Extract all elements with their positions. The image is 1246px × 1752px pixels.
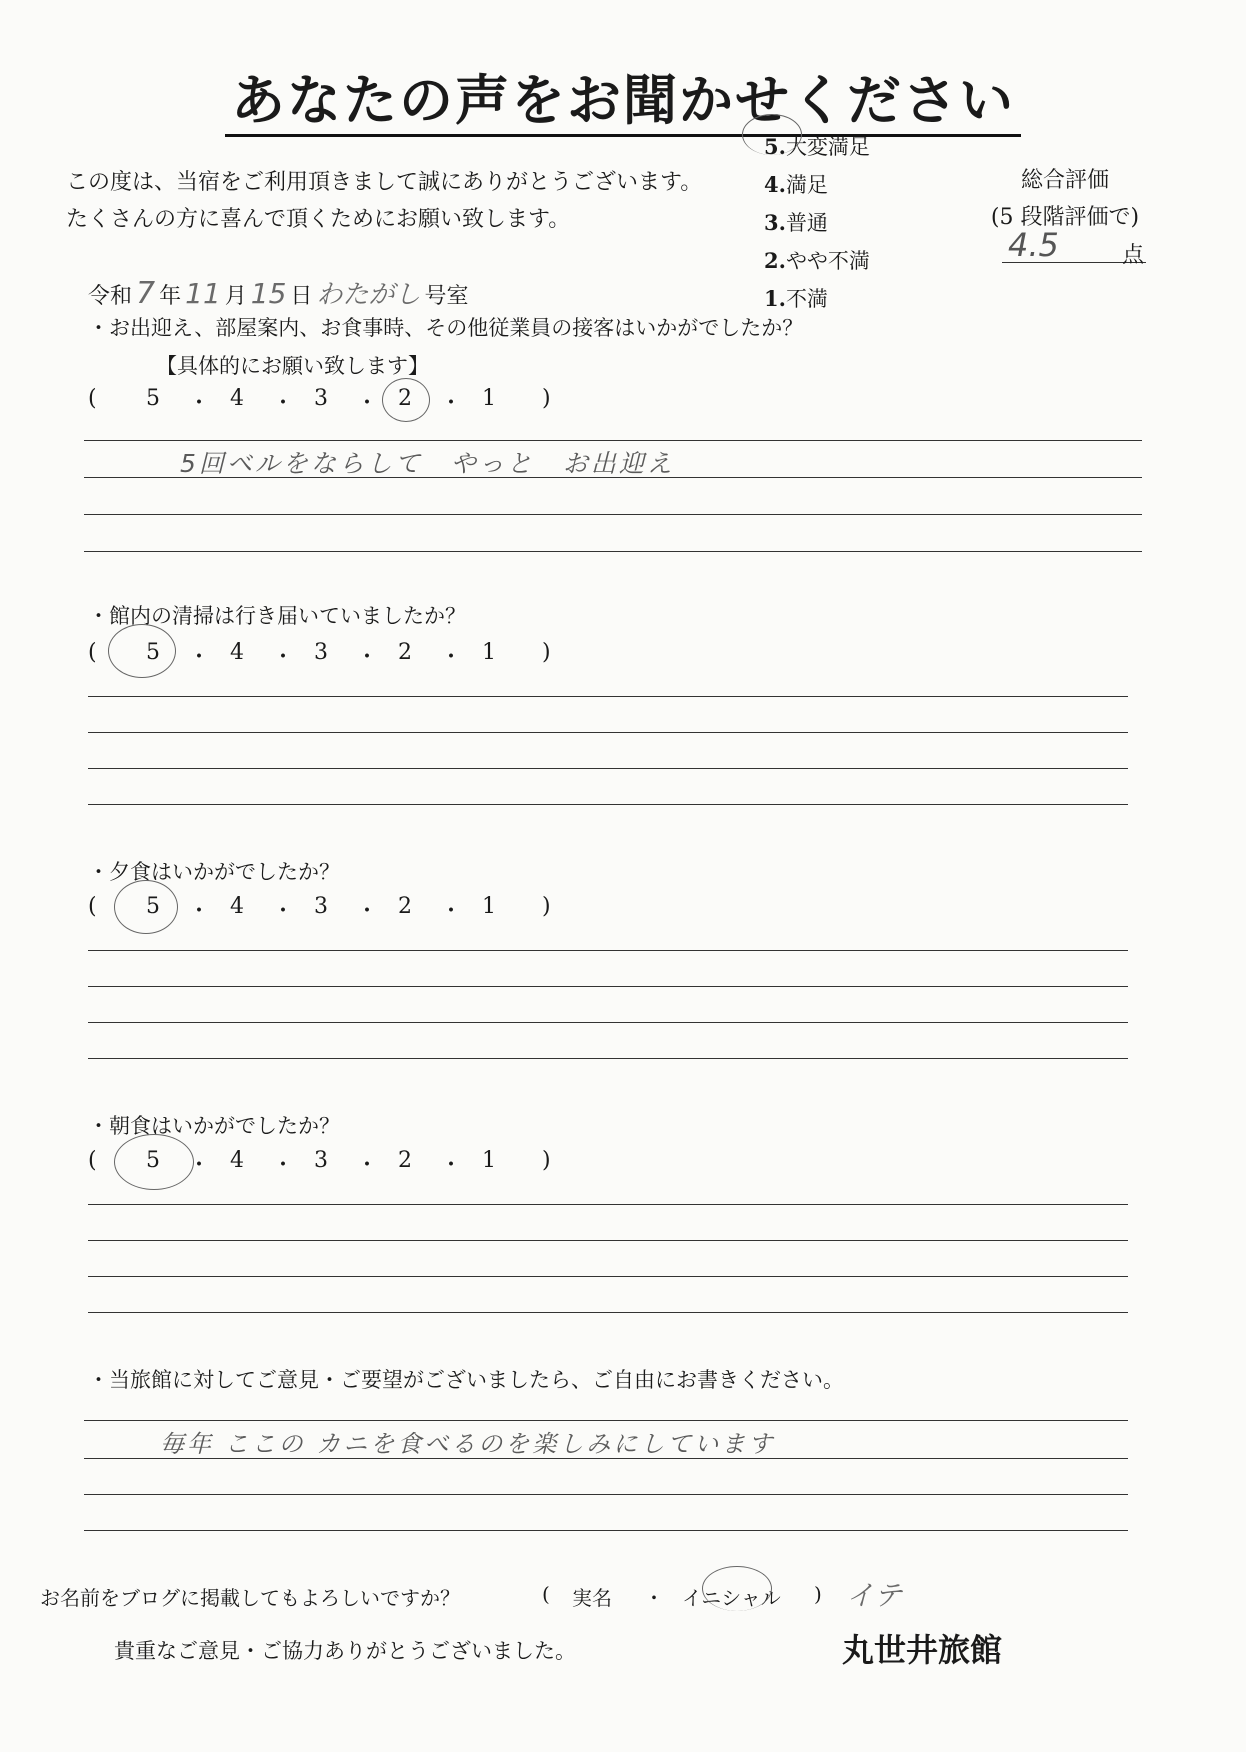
question-3-rating[interactable]: ( 5 ・ 4 ・ 3 ・ 2 ・ 1 ) [88,894,551,924]
question-3-text: ・夕食はいかがでしたか？ [88,860,340,884]
intro-line-2: たくさんの方に喜んで頂くためにお願い致します。 [66,207,571,232]
room-field[interactable]: わたがし [316,280,421,310]
answer-line [88,950,1128,951]
question-1-rating[interactable]: ( 5 ・ 4 ・ 3 ・ 2 ・ 1 ) [88,386,551,416]
scale-selected-circle [742,114,802,155]
thanks-message: 貴重なご意見・ご協力ありがとうございました。 [114,1639,576,1663]
answer-line [84,440,1142,441]
q2-option-3[interactable]: 3 [314,640,328,665]
q3-selected-circle [114,880,178,934]
intro-line-1: この度は、当宿をご利用頂きまして誠にありがとうございます。 [66,170,703,195]
question-1-note: 【具体的にお願い致します】 [156,354,429,378]
blog-question: お名前をブログに掲載してもよろしいですか？ [40,1586,460,1610]
answer-line [84,514,1142,515]
question-2-text: ・館内の清掃は行き届いていましたか？ [88,604,466,628]
comments-answer[interactable]: 毎年 ここの カニを食べるのを楽しみにしています [160,1430,776,1458]
q2-option-5[interactable]: 5 [146,640,160,665]
scale-item-4: 4.満足 [764,172,828,197]
comments-prompt: ・当旅館に対してご意見・ご要望がございましたら、ご自由にお書きください。 [88,1368,844,1392]
answer-line [88,1204,1128,1205]
q1-option-2[interactable]: 2 [398,386,412,411]
page-title [0,58,1246,135]
q2-option-1[interactable]: 1 [482,640,496,665]
intro-text [66,164,702,238]
q1-option-3[interactable]: 3 [314,386,328,411]
q1-option-4[interactable]: 4 [230,386,244,411]
answer-line [88,1276,1128,1277]
blog-permission: お名前をブログに掲載してもよろしいですか？ ( 実名 ・ イニシャル ) [40,1582,822,1610]
answer-line [88,1312,1128,1313]
date-room-line: 令和 7 年 11 月 15 日 わたがし 号室 [88,276,469,311]
ryokan-name: 丸世井旅館 [842,1631,1003,1669]
question-4-text: ・朝食はいかがでしたか？ [88,1114,340,1138]
answer-line [84,551,1142,552]
blog-option-initials[interactable]: イニシャル [682,1586,781,1610]
overall-rating-label [960,162,1170,236]
answer-line [88,732,1128,733]
blog-option-real-name[interactable]: 実名 [572,1586,612,1610]
scale-item-1: 1.不満 [764,286,828,311]
q1-selected-circle [382,378,430,422]
scale-item-3: 3.普通 [764,210,828,235]
answer-line [88,1240,1128,1241]
q3-option-1[interactable]: 1 [482,894,496,919]
rating-scale-legend [764,128,870,318]
q2-option-4[interactable]: 4 [230,640,244,665]
overall-score-value[interactable]: 4.5 [1008,226,1059,264]
q4-option-3[interactable]: 3 [314,1148,328,1173]
q4-option-5[interactable]: 5 [146,1148,160,1173]
q4-option-2[interactable]: 2 [398,1148,412,1173]
q1-option-1[interactable]: 1 [482,386,496,411]
question-2-rating[interactable]: ( 5 ・ 4 ・ 3 ・ 2 ・ 1 ) [88,640,551,670]
scale-item-5: 5.大変満足 [764,134,870,159]
title-text: あなたの声をお聞かせください [225,68,1021,137]
question-1-answer[interactable]: 5回ベルをならして やっと お出迎え [180,449,675,478]
q4-option-4[interactable]: 4 [230,1148,244,1173]
day-field[interactable]: 15 [250,277,287,310]
overall-label-2: (5 段階評価で) [990,205,1140,230]
year-field[interactable]: 7 [136,276,156,311]
q1-option-5[interactable]: 5 [146,386,160,411]
answer-line [88,1022,1128,1023]
q3-option-5[interactable]: 5 [146,894,160,919]
q3-option-3[interactable]: 3 [314,894,328,919]
scale-item-2: 2.やや不満 [764,248,870,273]
month-field[interactable]: 11 [185,277,221,310]
q3-option-4[interactable]: 4 [230,894,244,919]
answer-line [88,1058,1128,1059]
initials-field[interactable]: イテ [846,1579,903,1612]
q3-option-2[interactable]: 2 [398,894,412,919]
overall-label-1: 総合評価 [1020,168,1109,193]
blog-selected-circle [702,1566,772,1611]
answer-line [88,696,1128,697]
q2-option-2[interactable]: 2 [398,640,412,665]
answer-line [84,1530,1128,1531]
answer-line [84,1420,1128,1421]
q2-selected-circle [108,624,176,678]
answer-line [88,768,1128,769]
q4-option-1[interactable]: 1 [482,1148,496,1173]
answer-line [84,1494,1128,1495]
question-1-text: ・お出迎え、部屋案内、お食事時、その他従業員の接客はいかがでしたか？ [88,316,804,340]
answer-line [88,986,1128,987]
q4-selected-circle [114,1134,194,1190]
question-4-rating[interactable]: ( 5 ・ 4 ・ 3 ・ 2 ・ 1 ) [88,1148,551,1178]
answer-line [88,804,1128,805]
score-unit: 点 [1122,243,1145,268]
